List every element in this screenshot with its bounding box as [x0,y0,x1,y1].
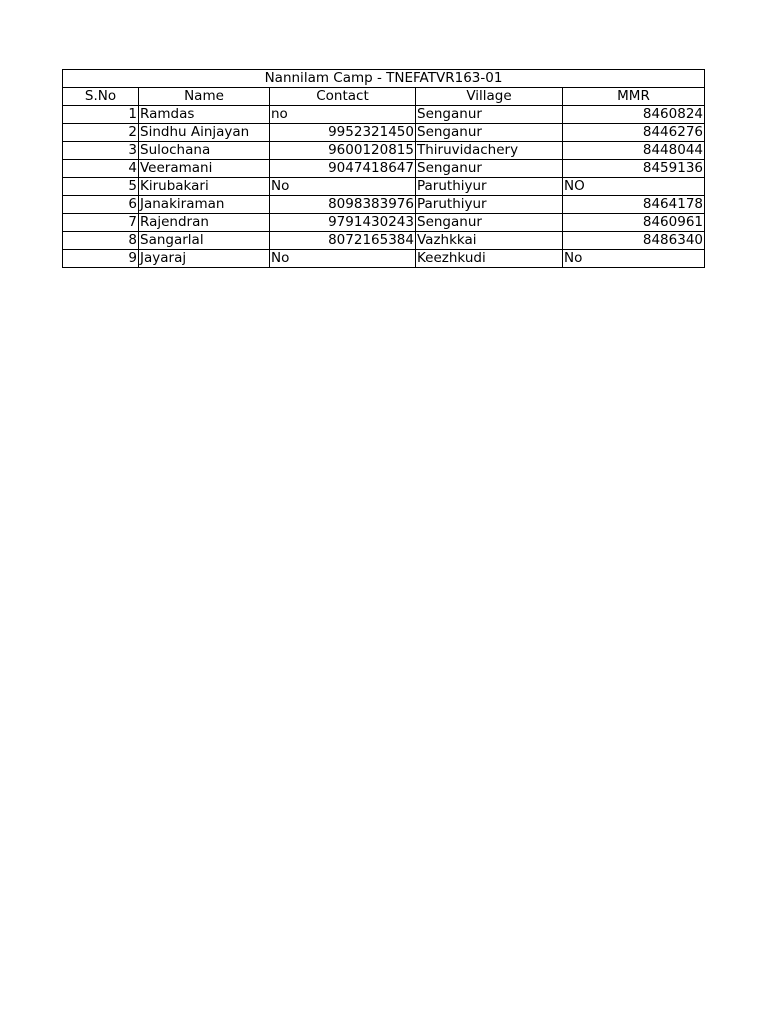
cell-contact: 9047418647 [270,160,416,178]
header-name: Name [139,88,270,106]
cell-village: Thiruvidachery [416,142,563,160]
table-row [63,250,705,268]
cell-sno: 6 [63,196,139,214]
cell-mmr: 8460824 [563,106,705,124]
cell-contact: No [270,178,416,196]
cell-mmr: NO [563,178,705,196]
table-row [63,124,705,142]
cell-sno: 4 [63,160,139,178]
table-row [63,214,705,232]
cell-sno: 9 [63,250,139,268]
cell-sno: 3 [63,142,139,160]
table-title: Nannilam Camp - TNEFATVR163-01 [63,70,705,88]
table-row [63,142,705,160]
table-row [63,106,705,124]
cell-village: Paruthiyur [416,178,563,196]
cell-sno: 7 [63,214,139,232]
table-row [63,178,705,196]
cell-contact: 9600120815 [270,142,416,160]
cell-mmr: 8460961 [563,214,705,232]
cell-mmr: 8486340 [563,232,705,250]
cell-name: Sangarlal [139,232,270,250]
cell-sno: 5 [63,178,139,196]
cell-mmr: 8446276 [563,124,705,142]
cell-sno: 2 [63,124,139,142]
cell-name: Veeramani [139,160,270,178]
table-row [63,160,705,178]
header-village: Village [416,88,563,106]
cell-contact: 9952321450 [270,124,416,142]
cell-name: Sulochana [139,142,270,160]
cell-mmr: 8459136 [563,160,705,178]
cell-name: Ramdas [139,106,270,124]
cell-village: Vazhkkai [416,232,563,250]
cell-contact: No [270,250,416,268]
cell-mmr: 8464178 [563,196,705,214]
cell-village: Senganur [416,214,563,232]
cell-name: Kirubakari [139,178,270,196]
title-row [63,70,705,88]
cell-sno: 1 [63,106,139,124]
header-sno: S.No [63,88,139,106]
cell-village: Senganur [416,124,563,142]
cell-mmr: No [563,250,705,268]
cell-village: Senganur [416,160,563,178]
cell-contact: 8072165384 [270,232,416,250]
cell-name: Janakiraman [139,196,270,214]
header-mmr: MMR [563,88,705,106]
cell-contact: no [270,106,416,124]
table-row [63,232,705,250]
cell-contact: 9791430243 [270,214,416,232]
cell-name: Rajendran [139,214,270,232]
cell-village: Keezhkudi [416,250,563,268]
table-row [63,196,705,214]
cell-sno: 8 [63,232,139,250]
camp-table [62,69,705,268]
header-row [63,88,705,106]
header-contact: Contact [270,88,416,106]
cell-name: Jayaraj [139,250,270,268]
cell-village: Senganur [416,106,563,124]
cell-village: Paruthiyur [416,196,563,214]
cell-contact: 8098383976 [270,196,416,214]
cell-mmr: 8448044 [563,142,705,160]
cell-name: Sindhu Ainjayan [139,124,270,142]
